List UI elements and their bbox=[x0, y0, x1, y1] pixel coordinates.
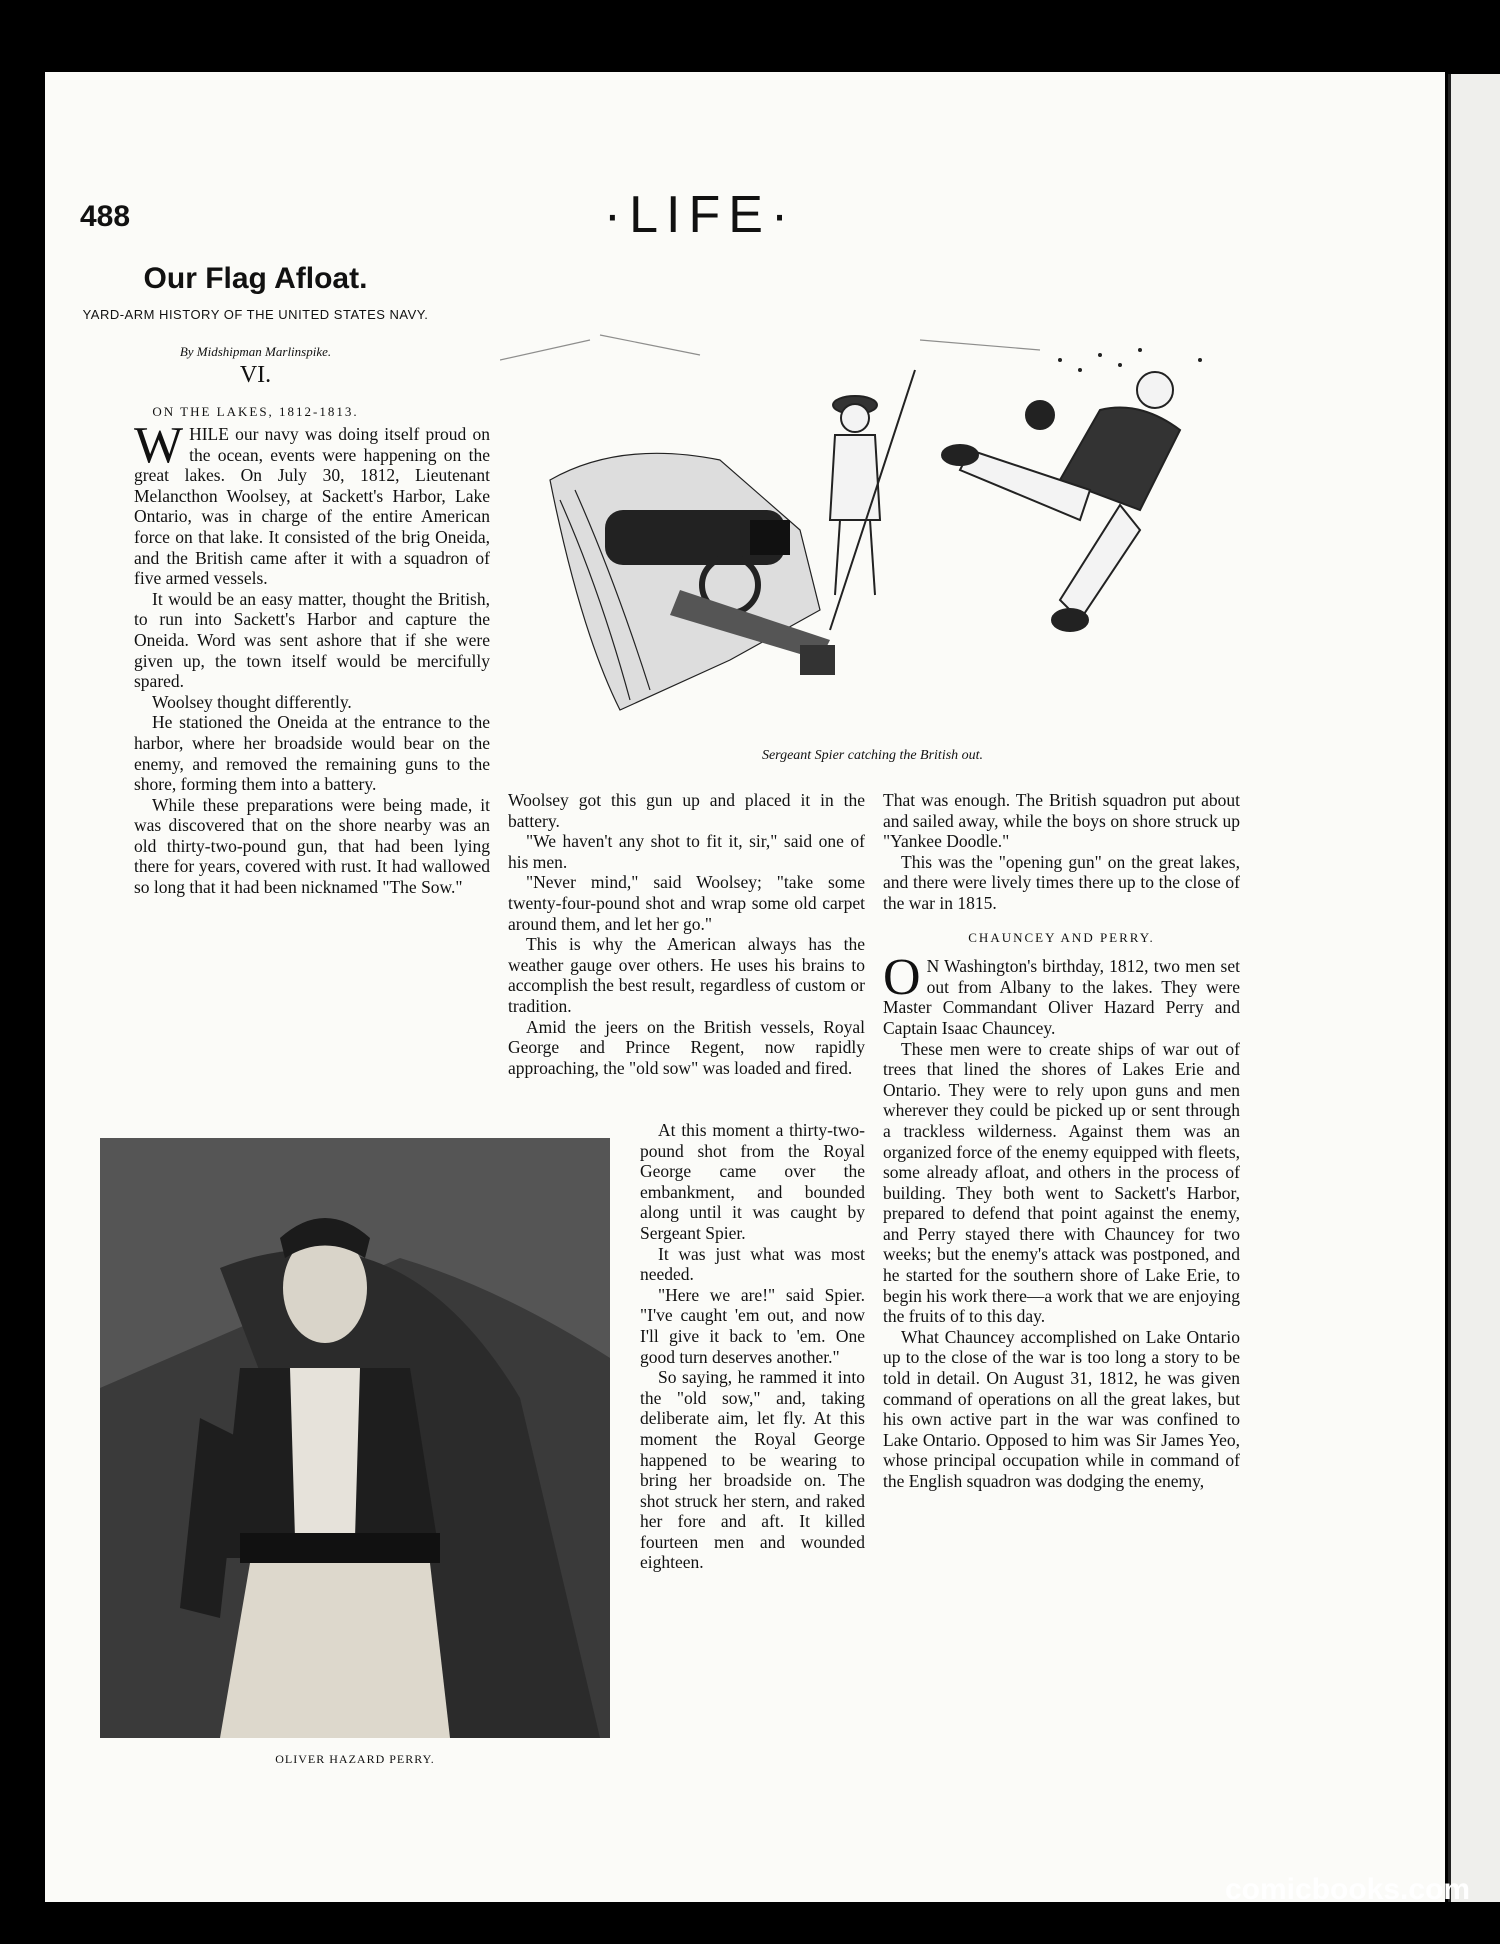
column-2-top bbox=[508, 790, 865, 1078]
column-2-narrow bbox=[640, 1120, 865, 1573]
paragraph: While these preparations were being made, it was discovered that on the shore nearby was an old thirty-two-pound gun, that had been lying there for years, covered with rust. It had wallowed so long that it had been nicknamed "The Sow." bbox=[134, 794, 490, 898]
section-heading: ON THE LAKES, 1812-1813. bbox=[152, 404, 359, 419]
paragraph: Woolsey got this gun up and placed it in the battery. bbox=[508, 790, 865, 831]
paragraph: So saying, he rammed it into the "old sow," and, taking deliberate aim, let fly. At this moment the Royal George happened to be wearing to bring her broadside on. The shot struck her stern, and raked her fore and aft. It killed fourteen men and wounded eighteen. bbox=[640, 1367, 865, 1573]
paragraph: He stationed the Oneida at the entrance to the harbor, where her broadside would bear on the enemy, and removed the remaining guns to the shore, forming them into a battery. bbox=[134, 712, 490, 795]
paragraph: At this moment a thirty-two-pound shot from the Royal George came over the embankment, and bounded along until it was caught by Sergeant Spier. bbox=[640, 1120, 865, 1243]
masthead: ·LIFE· bbox=[603, 186, 797, 244]
illustration-caption: Sergeant Spier catching the British out. bbox=[761, 748, 984, 763]
paragraph: It was just what was most needed. bbox=[640, 1243, 865, 1285]
drop-cap: O bbox=[883, 949, 921, 1007]
article-byline: By Midshipman Marlinspike. bbox=[179, 344, 332, 359]
cartoon-illustration bbox=[500, 330, 1245, 735]
oliver-hazard-perry-portrait bbox=[100, 1138, 610, 1738]
sergeant-figure bbox=[830, 370, 915, 630]
portrait-image bbox=[100, 1138, 610, 1738]
column-1 bbox=[134, 417, 490, 898]
watermark: comicbooks.com bbox=[1225, 1873, 1471, 1906]
paragraph: WHILE our navy was doing itself proud on the ocean, events were happening on the great lakes. On July 30, 1812, Lieutenant Melancthon Woolsey, at Sackett's Harbor, Lake Ontario, was in charge of the entire American force on that lake. It consisted of the brig Oneida, and the British came after it with a squadron of five armed vessels. bbox=[134, 417, 490, 589]
column-3 bbox=[883, 790, 1240, 1492]
paragraph: That was enough. The British squadron put about and sailed away, while the boys on shore struck up "Yankee Doodle." bbox=[883, 790, 1240, 852]
paragraph: "Never mind," said Woolsey; "take some twenty-four-pound shot and wrap some old carpet around them, and let her go." bbox=[508, 872, 865, 934]
section-heading-2: CHAUNCEY AND PERRY. bbox=[968, 929, 1155, 945]
page-number: 488 bbox=[80, 200, 131, 233]
paragraph: Amid the jeers on the British vessels, Royal George and Prince Regent, now rapidly approaching, the "old sow" was loaded and fired. bbox=[508, 1016, 865, 1078]
cannon-scene-drawing bbox=[500, 330, 1245, 735]
paragraph: These men were to create ships of war out of trees that lined the shores of Lakes Erie and Ontario. They were to rely upon guns and men wherever they could be picked up or sent through a trackless wilderness. Against them was an organized force of the enemy equipped with fleets, some already afloat, and others in the process of building. They both went to Sackett's Harbor, prepared to defend that point against the enemy, and Perry stayed there with Chauncey for two weeks; but the enemy's attack was postponed, and he started for the southern shore of Lake Erie, to begin his work there—a work that we are enjoying the fruits of to this day. bbox=[883, 1038, 1240, 1327]
paragraph: This was the "opening gun" on the great lakes, and there were lively times there up to the close of the war in 1815. bbox=[883, 851, 1240, 913]
drop-cap: W bbox=[134, 417, 184, 474]
paragraph: This is why the American always has the weather gauge over others. He uses his brains to accomplish the best result, regardless of custom or tradition. bbox=[508, 934, 865, 1016]
article-subtitle: YARD-ARM HISTORY OF THE UNITED STATES NAVY. bbox=[82, 307, 429, 322]
british-figure bbox=[942, 372, 1180, 631]
article-title: Our Flag Afloat. bbox=[143, 262, 368, 295]
paragraph: "We haven't any shot to fit it, sir," said one of his men. bbox=[508, 831, 865, 872]
part-number: VI. bbox=[239, 362, 272, 388]
paragraph: O N Washington's birthday, 1812, two men set out from Albany to the lakes. They were Master Commandant Oliver Hazard Perry and Captain Isaac Chauncey. bbox=[883, 949, 1240, 1038]
portrait-caption: OLIVER HAZARD PERRY. bbox=[275, 1752, 435, 1766]
paragraph: "Here we are!" said Spier. "I've caught 'em out, and now I'll give it back to 'em. One good turn deserves another." bbox=[640, 1284, 865, 1367]
paragraph: Woolsey thought differently. bbox=[152, 691, 352, 712]
paragraph: What Chauncey accomplished on Lake Ontario up to the close of the war is too long a story to be told in detail. On August 31, 1812, he was given command of operations on all the great lakes, but his own active part in the war was confined to Lake Ontario. Opposed to him was Sir James Yeo, whose principal occupation while in command of the English squadron was dodging the enemy, bbox=[883, 1326, 1240, 1491]
adjacent-page-edge bbox=[1448, 74, 1500, 1902]
paragraph: It would be an easy matter, thought the British, to run into Sackett's Harbor and capture the Oneida. Word was sent ashore that if she were given up, the town itself would be mercifully spared. bbox=[134, 588, 490, 692]
